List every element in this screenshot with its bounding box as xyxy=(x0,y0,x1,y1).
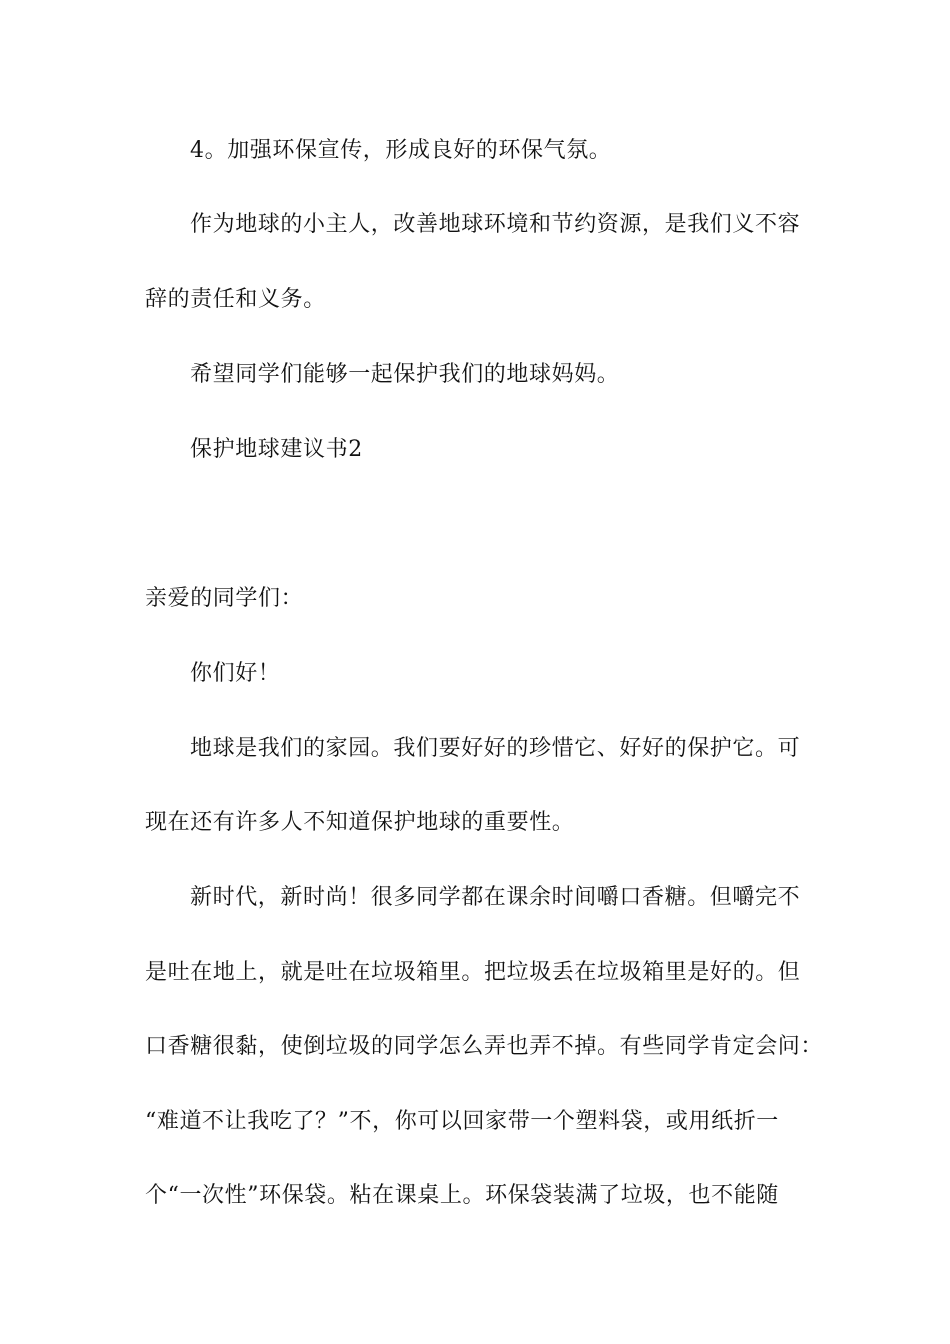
paragraph-line: 现在还有许多人不知道保护地球的重要性。 xyxy=(145,810,575,835)
paragraph-line: “难道不让我吃了？”不，你可以回家带一个塑料袋，或用纸折一 xyxy=(145,1109,779,1134)
greeting: 你们好！ xyxy=(190,661,281,686)
paragraph-line: 辞的责任和义务。 xyxy=(145,287,326,312)
paragraph-line: 个“一次性”环保袋。粘在课桌上。环保袋装满了垃圾，也不能随 xyxy=(145,1183,779,1208)
paragraph-line: 是吐在地上，就是吐在垃圾箱里。把垃圾丢在垃圾箱里是好的。但 xyxy=(145,960,801,985)
paragraph-line: 希望同学们能够一起保护我们的地球妈妈。 xyxy=(190,362,620,387)
salutation: 亲爱的同学们： xyxy=(145,586,304,611)
paragraph-line: 地球是我们的家园。我们要好好的珍惜它、好好的保护它。可 xyxy=(190,736,801,761)
paragraph-line: 新时代，新时尚！很多同学都在课余时间嚼口香糖。但嚼完不 xyxy=(190,885,801,910)
section-heading: 保护地球建议书2 xyxy=(190,437,363,462)
paragraph-line: 4。加强环保宣传，形成良好的环保气氛。 xyxy=(190,138,612,163)
paragraph-line: 口香糖很黏，使倒垃圾的同学怎么弄也弄不掉。有些同学肯定会问： xyxy=(145,1034,824,1059)
paragraph-line: 作为地球的小主人，改善地球环境和节约资源，是我们义不容 xyxy=(190,212,801,237)
